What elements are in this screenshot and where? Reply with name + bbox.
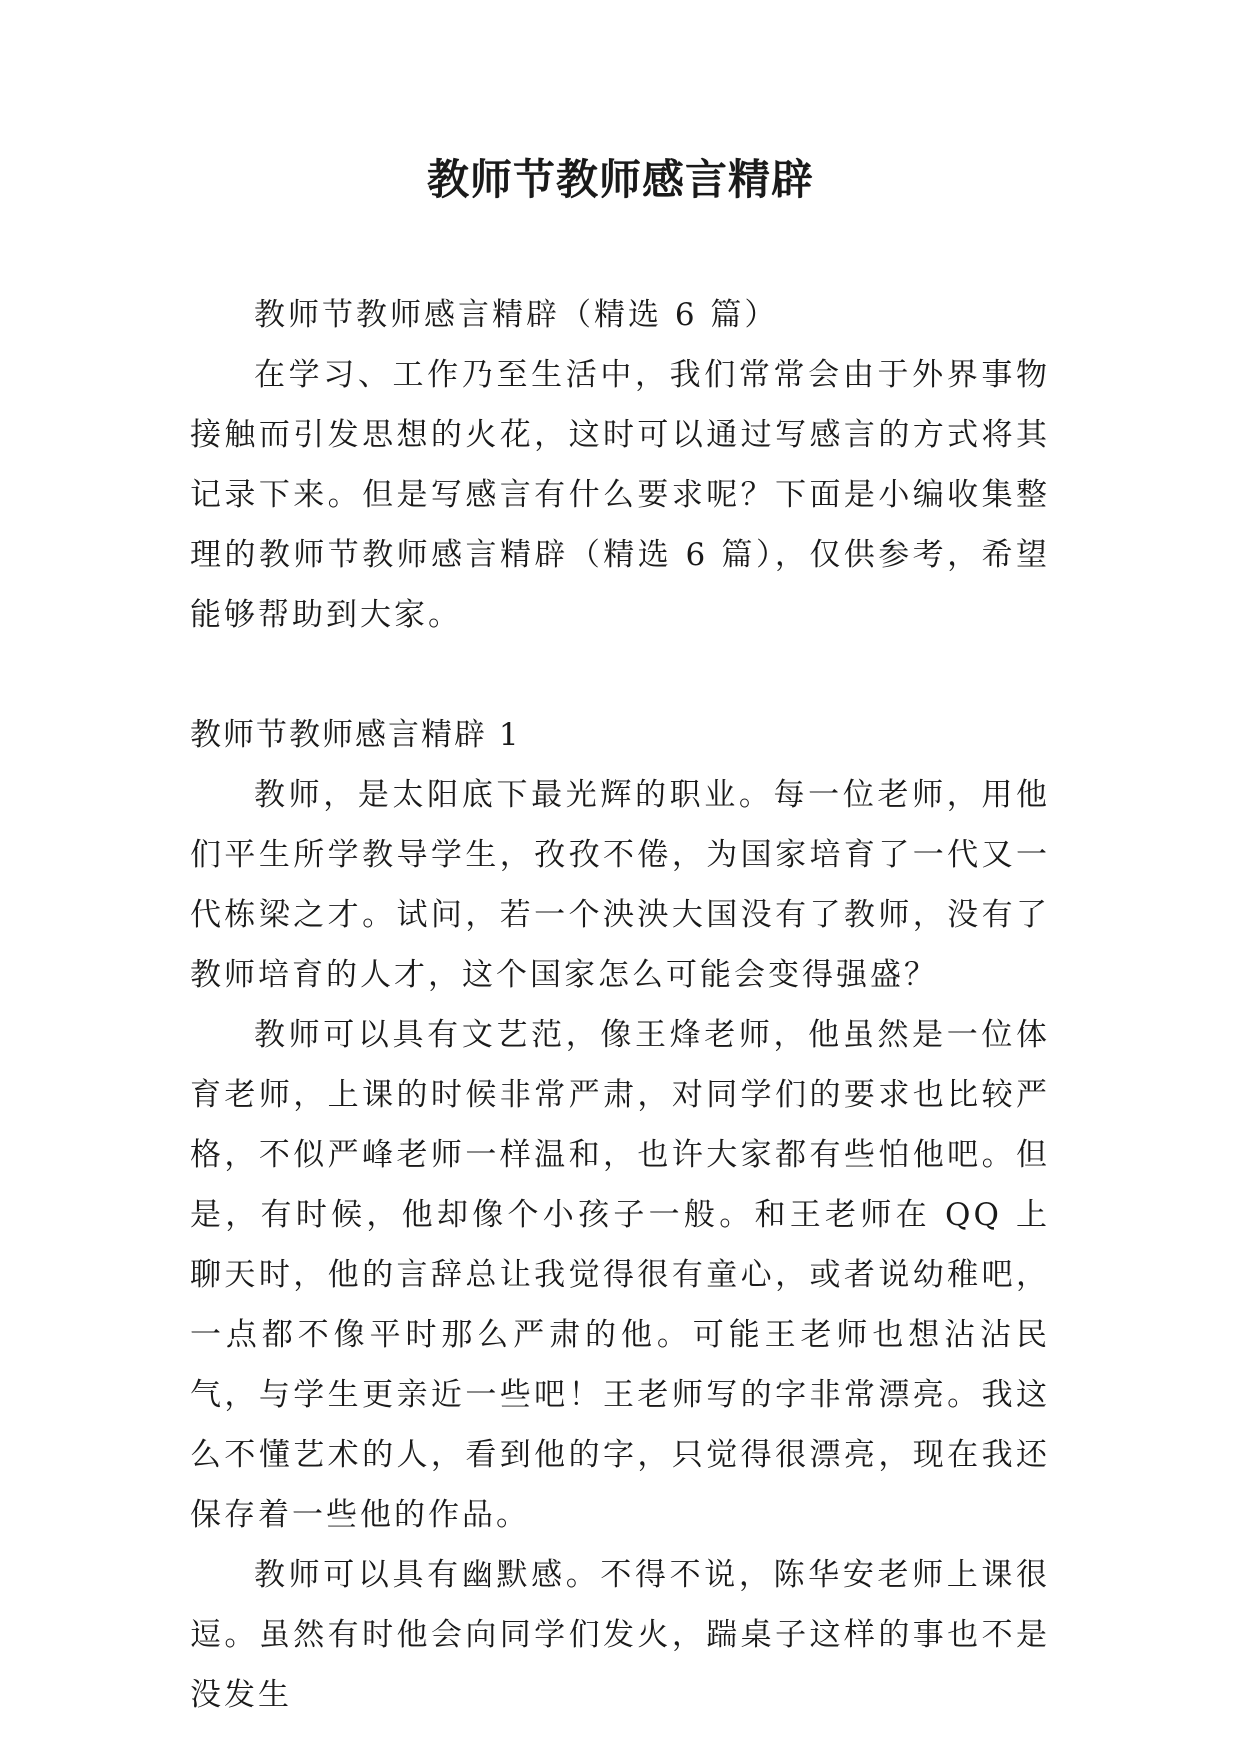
section-heading: 教师节教师感言精辟 1 <box>190 717 521 753</box>
body-paragraph: 教师，是太阳底下最光辉的职业。每一位老师，用他们平生所学教导学生，孜孜不倦，为国家培育了一代又一代栋梁之才。试问，若一个泱泱大国没有了教师，没有了教师培育的人才，这个国家怎么可能会变得强盛？ <box>190 777 1050 993</box>
subtitle: 教师节教师感言精辟（精选 6 篇） <box>254 297 779 333</box>
page-title: 教师节教师感言精辟 <box>426 155 814 204</box>
body-paragraph: 教师可以具有幽默感。不得不说，陈华安老师上课很逗。虽然有时他会向同学们发火，踹桌子这样的事也不是没发生 <box>190 1557 1050 1713</box>
intro-paragraph: 在学习、工作乃至生活中，我们常常会由于外界事物接触而引发思想的火花，这时可以通过写感言的方式将其记录下来。但是写感言有什么要求呢？下面是小编收集整理的教师节教师感言精辟（精选 6 篇），仅供参考，希望能够帮助到大家。 <box>190 357 1050 633</box>
document-body <box>190 285 1050 1725</box>
body-paragraph: 教师可以具有文艺范，像王烽老师，他虽然是一位体育老师，上课的时候非常严肃，对同学们的要求也比较严格，不似严峰老师一样温和，也许大家都有些怕他吧。但是，有时候，他却像个小孩子一般。和王老师在 QQ 上聊天时，他的言辞总让我觉得很有童心，或者说幼稚吧，一点都不像平时那么严肃的他。可能王老师也想沾沾民气，与学生更亲近一些吧！王老师写的字非常漂亮。我这么不懂艺术的人，看到他的字，只觉得很漂亮，现在我还保存着一些他的作品。 <box>190 1017 1050 1533</box>
